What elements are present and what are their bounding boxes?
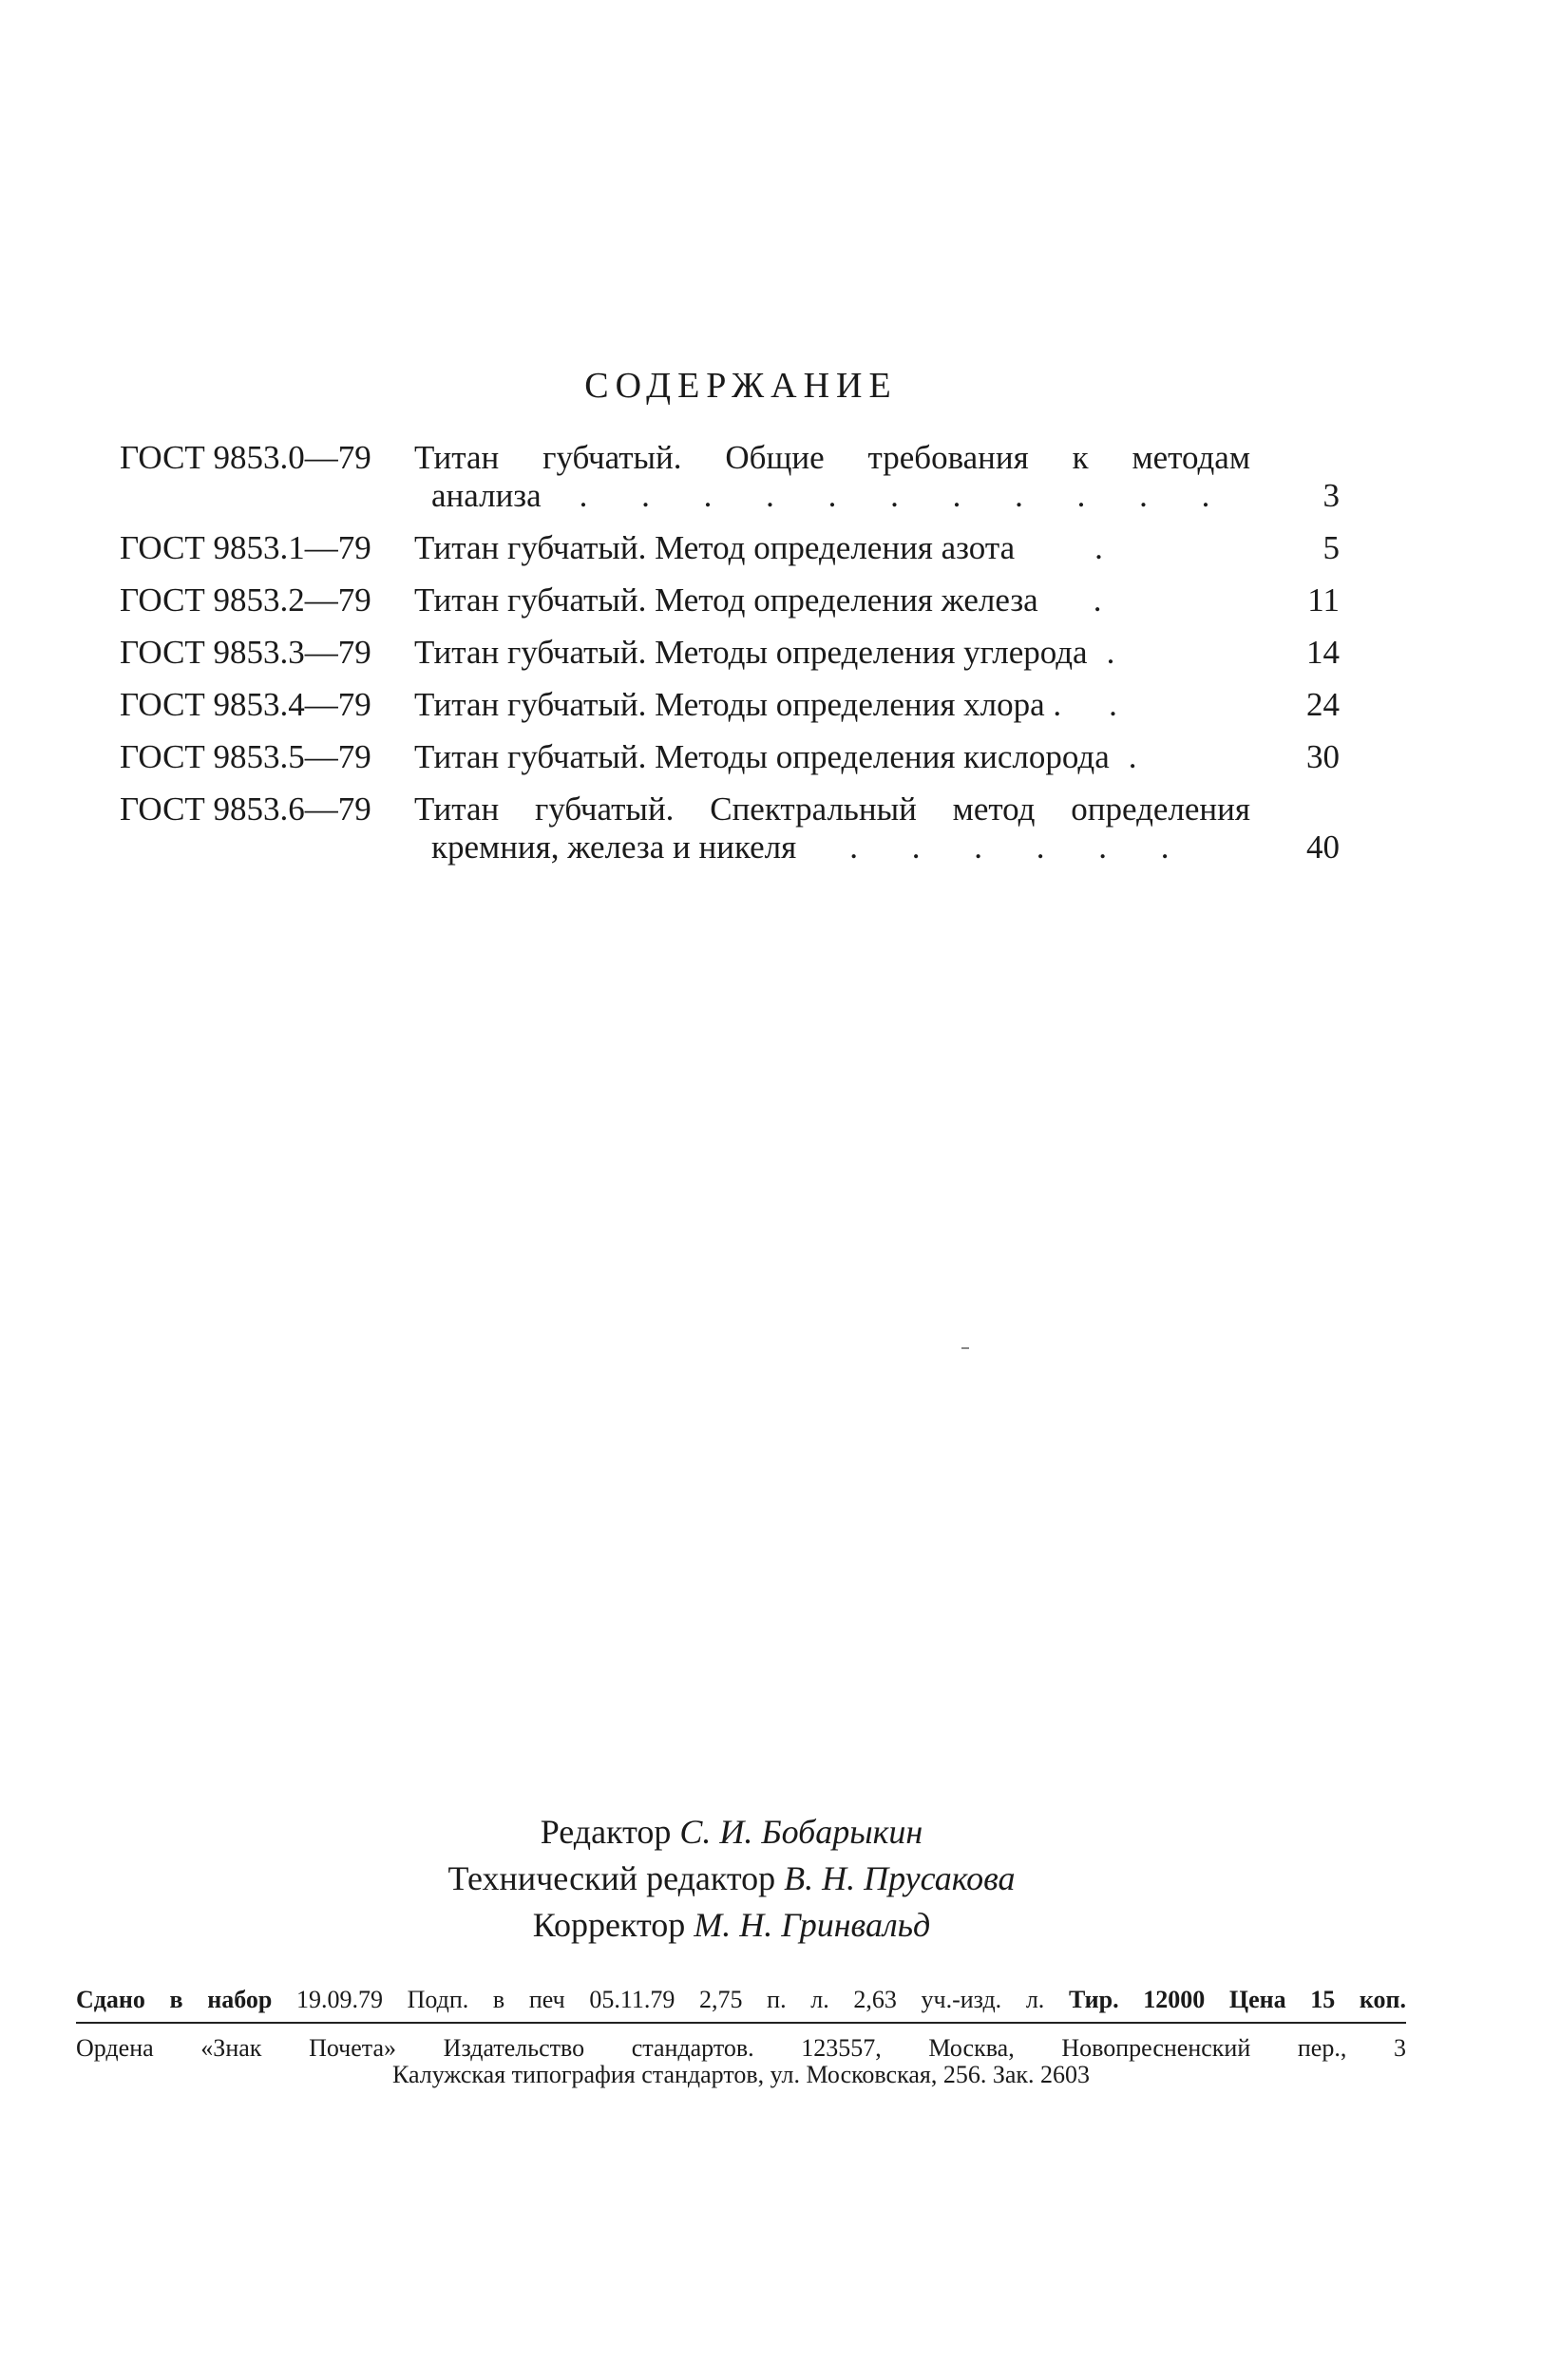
toc-entry xyxy=(120,790,1345,866)
toc-entry xyxy=(120,738,1345,776)
toc-entry-leader: . . . . . . xyxy=(849,828,1192,866)
toc-entry-code: ГОСТ 9853.5—79 xyxy=(120,738,371,775)
toc-entry-title-cont: анализа xyxy=(431,477,542,514)
toc-entry-title-line xyxy=(414,738,1250,776)
toc-entry xyxy=(120,529,1345,567)
toc-entry-title: Титан губчатый. Методы определения хлора . xyxy=(414,686,1062,723)
toc-entry-page: 3 xyxy=(1322,477,1340,514)
imprint-print-details xyxy=(76,1986,1406,2024)
toc-entry-leader: . xyxy=(1106,634,1138,671)
credit-name: М. Н. Гринвальд xyxy=(694,1906,931,1944)
credit-proofreader xyxy=(0,1902,1463,1949)
toc-entry-code: ГОСТ 9853.1—79 xyxy=(120,529,371,566)
toc-entry-title: Титан губчатый. Метод определения азота xyxy=(414,529,1016,566)
credit-role: Корректор xyxy=(532,1906,686,1944)
toc-entry-page: 11 xyxy=(1307,581,1340,619)
toc-entry-code: ГОСТ 9853.6—79 xyxy=(120,790,371,828)
imprint-signed-label: Подп. в печ xyxy=(407,1986,565,2013)
toc-entry-leader: . . . . . . . . . . . xyxy=(579,477,1233,514)
imprint-submitted xyxy=(76,1986,383,2013)
imprint-sheets: 2,75 п. л. xyxy=(699,1986,829,2013)
toc-entry-page: 30 xyxy=(1306,738,1340,775)
imprint-signed-date: 05.11.79 xyxy=(589,1986,675,2013)
toc-title: СОДЕРЖАНИЕ xyxy=(584,366,898,406)
toc-entry-title: Титан губчатый. Метод определения железа xyxy=(414,581,1038,619)
credit-name: С. И. Бобарыкин xyxy=(679,1813,923,1851)
toc-entry-title-line xyxy=(414,581,1250,619)
credits-block xyxy=(0,1809,1463,1949)
toc-entry-description xyxy=(414,529,1250,567)
imprint-print-run: Тир. 12000 xyxy=(1068,1986,1206,2013)
toc-entry-description xyxy=(414,790,1250,866)
toc-entry-code: ГОСТ 9853.2—79 xyxy=(120,581,371,619)
toc-entry-description xyxy=(414,738,1250,776)
toc-entry xyxy=(120,439,1345,515)
toc-entry-description xyxy=(414,686,1250,724)
imprint-submitted-label: Сдано в набор xyxy=(76,1986,273,2013)
imprint-block xyxy=(76,1986,1406,2088)
toc-entry-description xyxy=(414,634,1250,672)
toc-entry-description xyxy=(414,581,1250,619)
toc-entry-title-line xyxy=(414,634,1250,672)
toc-entry-title-cont: кремния, железа и никеля xyxy=(431,828,797,866)
toc-entry-page: 14 xyxy=(1306,634,1340,671)
toc-entry-code: ГОСТ 9853.4—79 xyxy=(120,686,371,723)
toc-entry-title-line1: Титан губчатый. Спектральный метод определения xyxy=(414,790,1250,828)
toc-entry-title-line xyxy=(414,529,1250,567)
toc-entry xyxy=(120,686,1345,724)
toc-entry-code: ГОСТ 9853.3—79 xyxy=(120,634,371,671)
toc-entry-leader: . xyxy=(1128,738,1160,775)
credit-role: Редактор xyxy=(540,1813,672,1851)
toc-list xyxy=(120,439,1345,881)
toc-entry-title: Титан губчатый. Методы определения кислорода xyxy=(414,738,1110,775)
toc-entry-page: 5 xyxy=(1322,529,1340,566)
toc-entry-leader: . xyxy=(1093,581,1125,619)
imprint-publisher: Ордена «Знак Почета» Издательство стандартов. 123557, Москва, Новопресненский пер., 3 xyxy=(76,2034,1406,2062)
toc-entry xyxy=(120,634,1345,672)
toc-entry-title-line2 xyxy=(414,828,1250,866)
credit-technical-editor xyxy=(0,1856,1463,1902)
imprint-price: Цена 15 коп. xyxy=(1228,1986,1406,2013)
toc-entry-title-line2 xyxy=(414,477,1250,515)
credit-role: Технический редактор xyxy=(447,1859,776,1897)
toc-entry-leader: . xyxy=(1094,529,1126,566)
toc-entry-title-line xyxy=(414,686,1250,724)
imprint-signed xyxy=(408,1986,675,2013)
toc-entry-description xyxy=(414,439,1250,515)
imprint-edit-sheets: 2,63 уч.-изд. л. xyxy=(853,1986,1045,2013)
credit-name: В. Н. Прусакова xyxy=(784,1859,1016,1897)
credit-editor xyxy=(0,1809,1463,1856)
toc-entry-code: ГОСТ 9853.0—79 xyxy=(120,439,371,476)
toc-entry-page: 40 xyxy=(1306,828,1340,866)
imprint-submitted-date: 19.09.79 xyxy=(295,1986,383,2013)
toc-entry-leader: . xyxy=(1109,686,1140,723)
toc-entry-page: 24 xyxy=(1306,686,1340,723)
toc-entry xyxy=(120,581,1345,619)
imprint-printer: Калужская типография стандартов, ул. Московская, 256. Зак. 2603 xyxy=(391,2061,1091,2088)
toc-entry-title-line1: Титан губчатый. Общие требования к методам xyxy=(414,439,1250,476)
print-speck xyxy=(961,1347,969,1349)
toc-entry-title: Титан губчатый. Методы определения углерода xyxy=(414,634,1088,671)
